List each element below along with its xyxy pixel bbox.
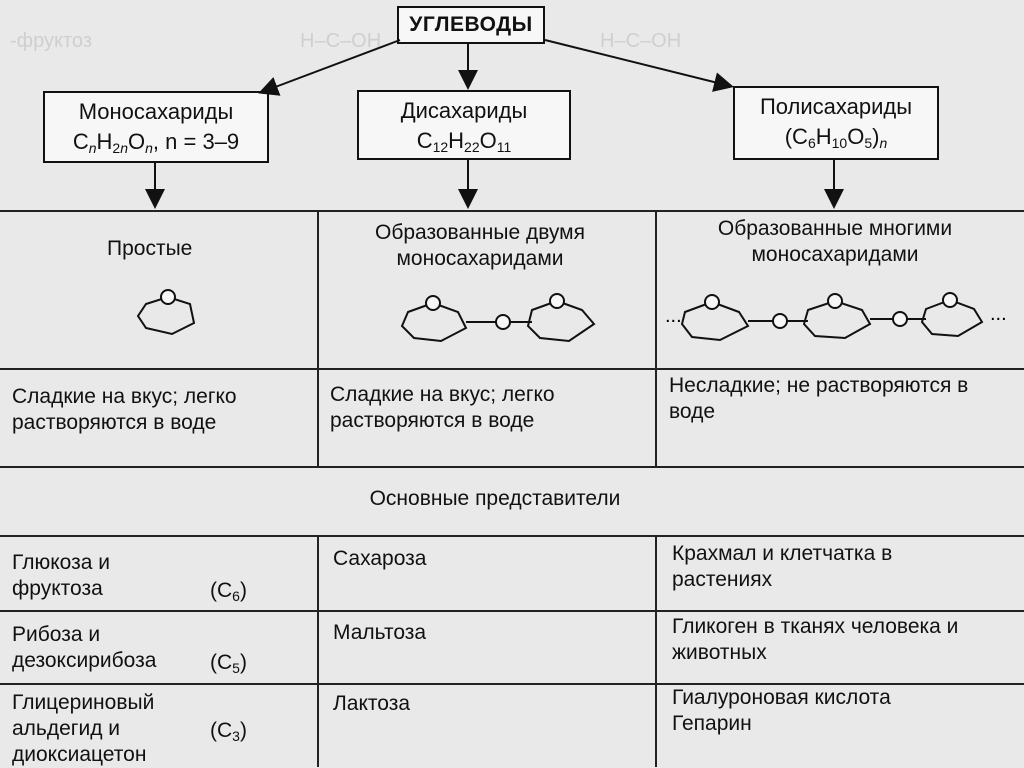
arrow-to-poly (545, 40, 730, 86)
arrow-to-mono (262, 40, 400, 92)
poly-ellipsis-right: ... (990, 303, 1007, 325)
rep-poly-1: Крахмал и клетчатка в растениях (672, 542, 893, 591)
disaccharides-label: Дисахариды (400, 98, 528, 123)
properties-poly: Несладкие; не растворяются в воде (669, 374, 969, 423)
rep-mono-3-carbon: $(C_3)$ (210, 719, 247, 744)
structure-mono: Простые (107, 237, 193, 260)
rep-di-1: Сахароза (333, 547, 427, 570)
poly-ellipsis-left: ... (665, 305, 682, 327)
monosaccharide-ring (138, 290, 194, 334)
rep-mono-3: Глицериновый альдегид и диоксиацетон (12, 691, 155, 766)
title: УГЛЕВОДЫ (409, 13, 533, 36)
rep-poly-2: Гликоген в тканях человека и животных (672, 615, 959, 664)
polysaccharide-rings (682, 293, 982, 340)
bg-bleed-text: H–C–OH (300, 30, 382, 52)
polysaccharides-label: Полисахариды (759, 94, 913, 119)
monosaccharides-formula: $C_nH_{2n}O_n$, n = 3–9 (72, 129, 240, 156)
rep-poly-3: Гиалуроновая кислота Гепарин (672, 686, 891, 735)
rep-di-2: Мальтоза (333, 621, 427, 644)
disaccharides-formula: $C_{12}H_{22}O_{11}$ (416, 128, 512, 155)
rep-di-3: Лактоза (333, 692, 411, 715)
rep-mono-2-carbon: $(C_5)$ (210, 651, 247, 676)
polysaccharides-formula: $(C_6H_{10}O_5)_n$ (784, 124, 888, 151)
structure-di: Образованные двумя моносахаридами (375, 221, 585, 270)
rep-mono-1-carbon: $(C_6)$ (210, 579, 247, 604)
rep-mono-1: Глюкоза и фруктоза (12, 551, 110, 600)
representatives-heading: Основные представители (369, 487, 621, 510)
disaccharide-rings (402, 294, 594, 341)
bg-bleed-text: H–C–OH (600, 30, 682, 52)
rep-mono-2: Рибоза и дезоксирибоза (12, 623, 157, 672)
properties-mono: Сладкие на вкус; легко растворяются в воде (12, 385, 237, 434)
monosaccharides-label: Моносахариды (78, 99, 234, 124)
structure-poly: Образованные многими моносахаридами (717, 217, 953, 266)
bg-bleed-text: -фруктоз (10, 30, 92, 52)
properties-di: Сладкие на вкус; легко растворяются в воде (330, 383, 555, 432)
